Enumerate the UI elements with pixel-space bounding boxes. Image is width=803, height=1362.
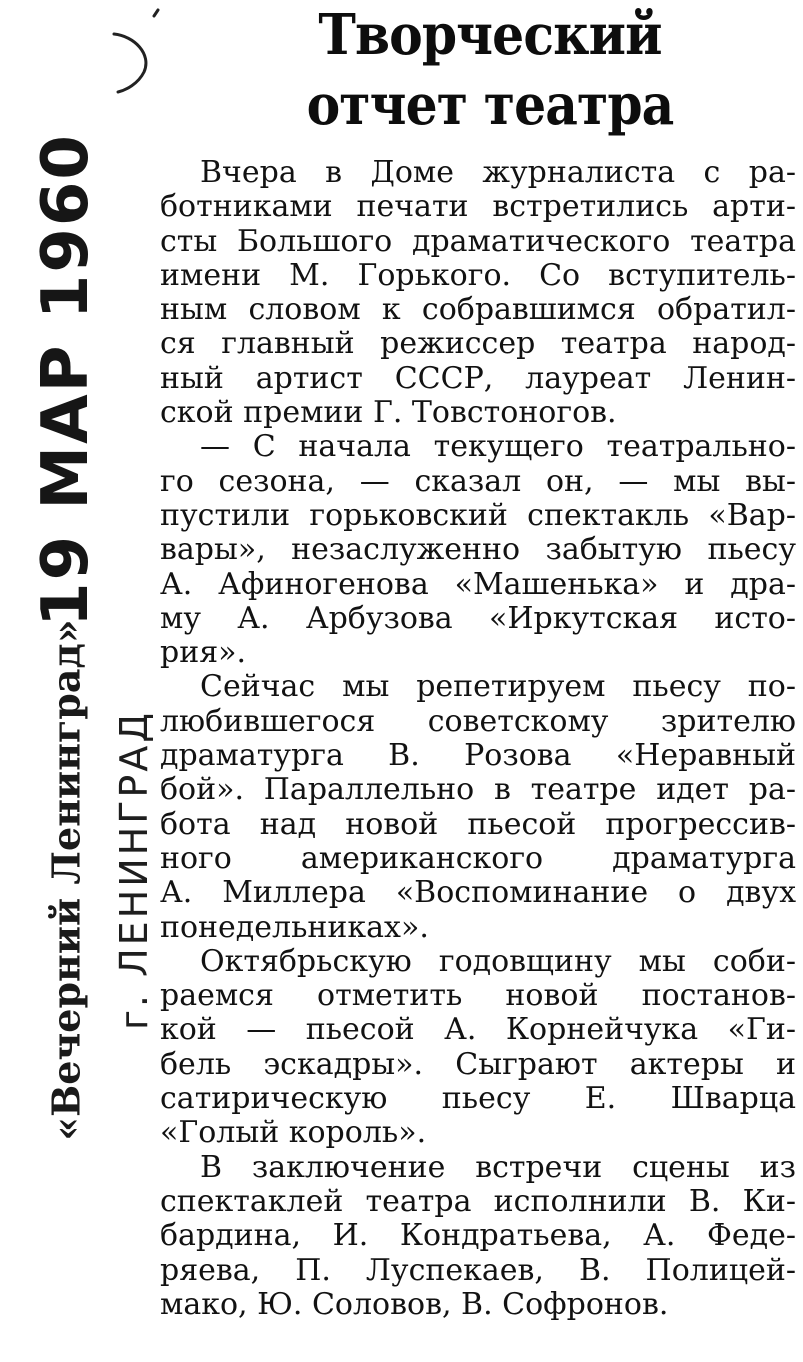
- article-line: раемся отметить новой постанов-: [160, 978, 796, 1014]
- article-paragraph: [160, 1151, 796, 1322]
- article-line: ряева, П. Луспекаев, В. Полицей-: [160, 1252, 796, 1288]
- article-paragraph: [160, 670, 796, 944]
- article-line: понедельниках».: [160, 909, 429, 945]
- article-line: кой — пьесой А. Корнейчука «Ги-: [160, 1012, 796, 1048]
- article-line: любившегося советскому зрителю: [160, 703, 796, 739]
- article-line: драматурга В. Розова «Неравный: [160, 738, 796, 774]
- article-paragraph: [160, 156, 796, 430]
- article-line: ся главный режиссер театра народ-: [160, 326, 796, 362]
- article-line: рия».: [160, 635, 247, 671]
- article-line: сатирическую пьесу Е. Шварца: [160, 1081, 796, 1117]
- article-line: ного американского драматурга: [160, 840, 796, 876]
- article-line: ным словом к собравшимся обратил-: [160, 292, 796, 328]
- article-line: А. Миллера «Воспоминание о двух: [160, 875, 796, 911]
- article-line: бой». Параллельно в театре идет ра-: [160, 772, 796, 808]
- date-stamp: 19 МАР 1960: [29, 133, 103, 627]
- article-line: Октябрьскую годовщину мы соби-: [200, 943, 796, 979]
- article-line: пустили горьковский спектакль «Вар-: [160, 497, 796, 533]
- article-line: А. Афиногенова «Машенька» и дра-: [160, 566, 796, 602]
- article-line: бота над новой пьесой прогрессив-: [160, 806, 796, 842]
- city-stamp: г. ЛЕНИНГРАД: [112, 709, 156, 1031]
- headline-line: отчет театра: [306, 72, 674, 138]
- pencil-mark: [104, 6, 164, 96]
- article-line: ный артист СССР, лауреат Ленин-: [160, 360, 796, 396]
- article-paragraph: [160, 945, 796, 1151]
- newspaper-name-stamp: «Вечерний Ленинград»: [43, 619, 89, 1141]
- article-line: Вчера в Доме журналиста с ра-: [200, 155, 796, 190]
- article-line: сты Большого драматического театра: [160, 223, 796, 259]
- article-line: «Голый король».: [160, 1115, 427, 1151]
- article-line: бардина, И. Кондратьева, А. Феде-: [160, 1218, 796, 1254]
- article-line: ботниками печати встретились арти-: [160, 189, 796, 225]
- article-line: го сезона, — сказал он, — мы вы-: [160, 463, 796, 499]
- article-line: вары», незаслуженно забытую пьесу: [160, 532, 796, 568]
- article-line: В заключение встречи сцены из: [200, 1149, 796, 1185]
- article-line: му А. Арбузова «Иркутская исто-: [160, 600, 796, 636]
- article-line: бель эскадры». Сыграют актеры и: [160, 1046, 796, 1082]
- article-body: [160, 156, 796, 1322]
- article-headline: [301, 0, 679, 140]
- article-line: Сейчас мы репетируем пьесу по-: [200, 669, 796, 705]
- article-line: мако, Ю. Соловов, В. Софронов.: [160, 1286, 669, 1322]
- article-line: имени М. Горького. Со вступитель-: [160, 257, 796, 293]
- article-paragraph: [160, 430, 796, 670]
- headline-line: Творческий: [318, 2, 662, 68]
- article-line: — С начала текущего театрально-: [200, 429, 796, 465]
- article-line: ской премии Г. Товстоногов.: [160, 395, 617, 431]
- article-line: спектаклей театра исполнили В. Ки-: [160, 1183, 796, 1219]
